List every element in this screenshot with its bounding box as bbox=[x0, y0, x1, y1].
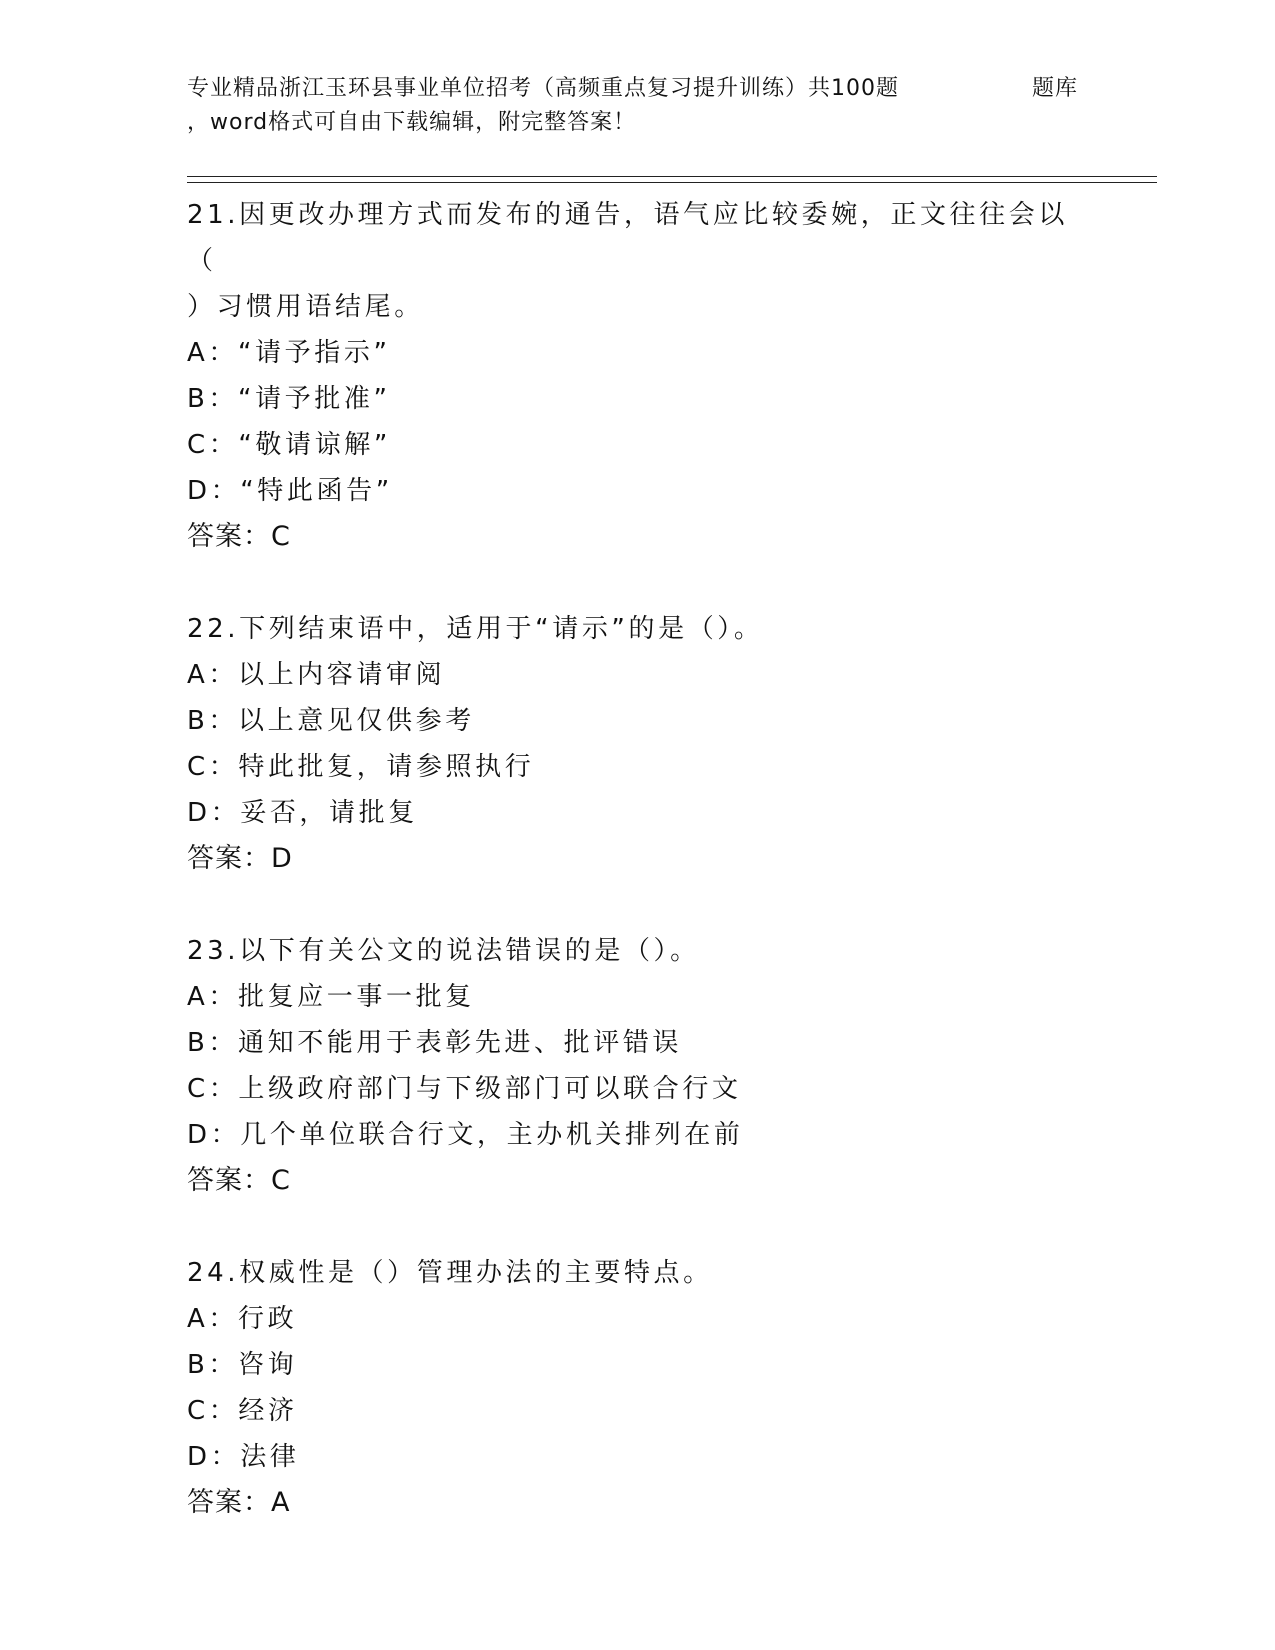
question-stem: 24.权威性是（）管理办法的主要特点。 bbox=[187, 1258, 713, 1288]
question-22 bbox=[187, 606, 1087, 882]
answer: 答案：D bbox=[187, 843, 293, 874]
header-divider-bottom bbox=[187, 182, 1157, 183]
answer: 答案：A bbox=[187, 1487, 291, 1518]
header-subtitle: ，word格式可自由下载编辑，附完整答案！ bbox=[187, 110, 637, 135]
option-d: D：妥否，请批复 bbox=[187, 798, 418, 828]
option-b: B：通知不能用于表彰先进、批评错误 bbox=[187, 1028, 683, 1058]
option-c: C：“敬请谅解” bbox=[187, 430, 391, 460]
answer: 答案：C bbox=[187, 521, 291, 552]
question-stem-line: ）习惯用语结尾。 bbox=[187, 292, 424, 322]
option-d: D：法律 bbox=[187, 1442, 300, 1472]
option-c: C：经济 bbox=[187, 1396, 298, 1426]
question-stem: 22.下列结束语中，适用于“请示”的是（）。 bbox=[187, 614, 764, 644]
option-a: A：行政 bbox=[187, 1304, 298, 1334]
question-23 bbox=[187, 928, 1087, 1204]
option-d: D：“特此函告” bbox=[187, 476, 393, 506]
header-title-line bbox=[187, 72, 1157, 106]
question-stem: 23.以下有关公文的说法错误的是（）。 bbox=[187, 936, 700, 966]
answer: 答案：C bbox=[187, 1165, 291, 1196]
option-b: B：以上意见仅供参考 bbox=[187, 706, 475, 736]
option-a: A：“请予指示” bbox=[187, 338, 391, 368]
document-header bbox=[187, 72, 1157, 140]
option-a: A：以上内容请审阅 bbox=[187, 660, 446, 690]
header-divider-top bbox=[187, 176, 1157, 177]
option-d: D：几个单位联合行文，主办机关排列在前 bbox=[187, 1120, 744, 1150]
question-24 bbox=[187, 1250, 1087, 1526]
question-stem bbox=[187, 192, 1087, 330]
header-title: 专业精品浙江玉环县事业单位招考（高频重点复习提升训练）共100题 bbox=[187, 76, 899, 101]
option-c: C：上级政府部门与下级部门可以联合行文 bbox=[187, 1074, 742, 1104]
header-tag: 题库 bbox=[1032, 76, 1079, 101]
question-21 bbox=[187, 192, 1087, 560]
option-b: B：咨询 bbox=[187, 1350, 298, 1380]
option-a: A：批复应一事一批复 bbox=[187, 982, 475, 1012]
question-list bbox=[187, 192, 1087, 1572]
question-stem-line: 21.因更改办理方式而发布的通告，语气应比较委婉，正文往往会以（ bbox=[187, 200, 1068, 276]
option-c: C：特此批复，请参照执行 bbox=[187, 752, 535, 782]
option-b: B：“请予批准” bbox=[187, 384, 391, 414]
